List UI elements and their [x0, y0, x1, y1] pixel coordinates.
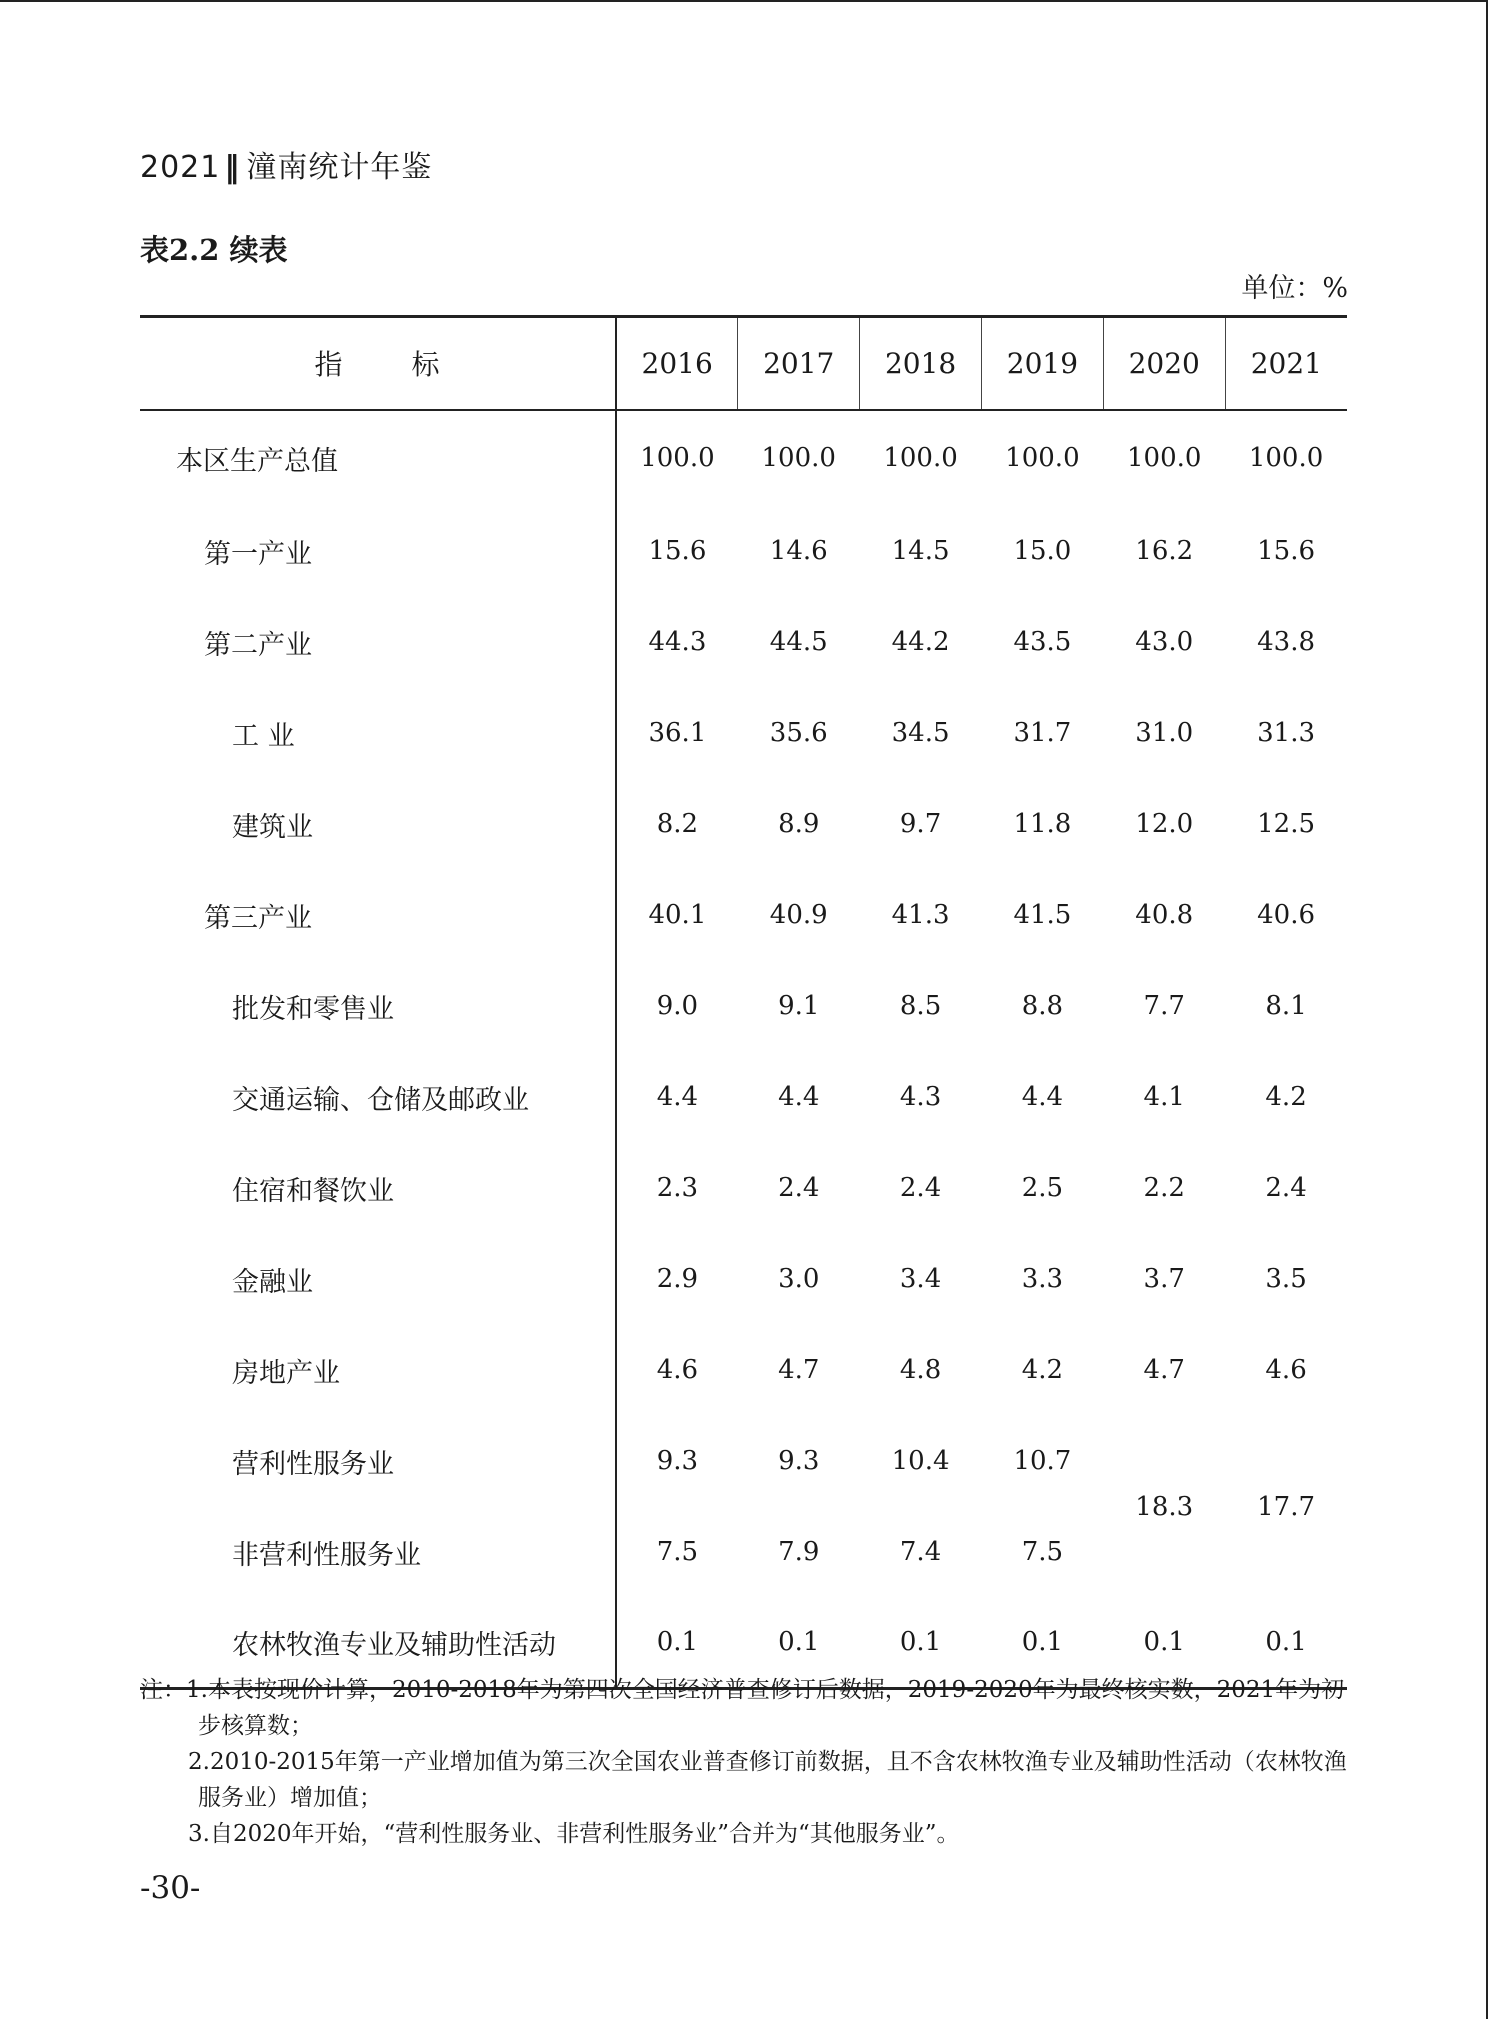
value-cell: 31.0: [1135, 718, 1194, 748]
indicator-column-header: 指 标: [140, 317, 616, 410]
value-cell: 15.0: [1013, 536, 1072, 566]
value-cell: 100.0: [1248, 443, 1324, 473]
table-header-row: [140, 317, 1347, 410]
value-cell: 8.8: [1021, 991, 1064, 1021]
value-cell: 8.2: [656, 809, 699, 839]
row-label: 营利性服务业: [140, 1416, 616, 1507]
table-row: [140, 597, 1347, 688]
row-label: 住宿和餐饮业: [140, 1143, 616, 1234]
row-label: 非营利性服务业: [140, 1507, 616, 1598]
value-cell: 7.9: [778, 1537, 820, 1567]
value-cell: 3.3: [1021, 1264, 1064, 1294]
table-row: [140, 1416, 1347, 1507]
value-cell: 100.0: [640, 443, 715, 473]
value-cell: 9.3: [656, 1446, 699, 1476]
value-cell: 2.4: [899, 1173, 942, 1203]
value-cell: 100.0: [883, 443, 958, 473]
value-cell: 16.2: [1135, 536, 1194, 566]
row-label: 第三产业: [140, 870, 616, 961]
value-cell: 4.1: [1143, 1082, 1185, 1112]
value-cell: 4.6: [1265, 1355, 1307, 1385]
value-cell: 9.3: [778, 1446, 820, 1476]
value-cell: 4.2: [1265, 1082, 1307, 1112]
value-cell: 41.3: [891, 900, 950, 930]
value-cell: 0.1: [738, 1598, 860, 1689]
table-row: [140, 506, 1347, 597]
row-label: 农林牧渔专业及辅助性活动: [140, 1598, 616, 1689]
value-cell: 3.0: [778, 1264, 820, 1294]
value-cell: 44.2: [891, 627, 950, 657]
gdp-structure-table: [140, 315, 1347, 1690]
value-cell: 40.6: [1257, 900, 1316, 930]
value-cell: 41.5: [1013, 900, 1072, 930]
row-label: 工 业: [140, 688, 616, 779]
value-cell: 4.4: [656, 1082, 699, 1112]
value-cell: 4.4: [778, 1082, 820, 1112]
value-cell: 3.7: [1143, 1264, 1185, 1294]
value-cell: 100.0: [761, 443, 836, 473]
value-cell: 0.1: [981, 1598, 1103, 1689]
table-row: [140, 410, 1347, 506]
table-row: [140, 961, 1347, 1052]
value-cell: 0.1: [1225, 1598, 1347, 1689]
table-row: [140, 1325, 1347, 1416]
page-number: -30-: [140, 1870, 201, 1906]
value-cell: 3.4: [899, 1264, 942, 1294]
statistics-table-container: [140, 315, 1347, 1690]
value-cell: 2.5: [1021, 1173, 1064, 1203]
value-cell: 43.5: [1013, 627, 1072, 657]
value-cell: 9.0: [656, 991, 699, 1021]
note-2: 2.2010-2015年第一产业增加值为第三次全国农业普查修订前数据，且不含农林牧渔专业及辅助性活动（农林牧渔服务业）增加值；: [188, 1749, 1347, 1811]
unit-label: 单位：%: [1241, 273, 1348, 304]
value-cell: 0.1: [1103, 1598, 1225, 1689]
value-cell: 15.6: [1257, 536, 1316, 566]
value-cell: 9.1: [778, 991, 820, 1021]
value-cell: 14.6: [769, 536, 828, 566]
value-cell: 4.7: [1143, 1355, 1185, 1385]
table-row: [140, 1234, 1347, 1325]
value-cell: 11.8: [1013, 809, 1072, 839]
value-cell: 4.7: [778, 1355, 820, 1385]
table-row: [140, 870, 1347, 961]
value-cell: 7.5: [1021, 1537, 1064, 1567]
year-header: 2021: [1225, 317, 1347, 410]
value-cell: 40.9: [769, 900, 828, 930]
value-cell: 35.6: [769, 718, 828, 748]
value-cell: 8.5: [899, 991, 942, 1021]
value-cell: 4.8: [899, 1355, 942, 1385]
value-cell: 2.3: [656, 1173, 699, 1203]
yearbook-title: 潼南统计年鉴: [246, 150, 433, 185]
value-cell: 4.2: [1021, 1355, 1064, 1385]
value-cell: 8.1: [1265, 991, 1307, 1021]
value-cell: 7.4: [899, 1537, 942, 1567]
table-row: [140, 779, 1347, 870]
value-cell: 43.0: [1135, 627, 1194, 657]
value-cell: 40.1: [648, 900, 707, 930]
value-cell: 10.7: [1013, 1446, 1072, 1476]
value-cell: 10.4: [891, 1446, 950, 1476]
value-cell: 40.8: [1135, 900, 1194, 930]
value-cell: 44.5: [769, 627, 828, 657]
value-cell: 7.5: [656, 1537, 699, 1567]
value-cell: 4.4: [1021, 1082, 1064, 1112]
year-header: 2020: [1103, 317, 1225, 410]
value-cell: 0.1: [860, 1598, 982, 1689]
value-cell: 12.5: [1257, 809, 1316, 839]
value-cell: 2.4: [1265, 1173, 1307, 1203]
page-border-top: [0, 0, 1488, 2]
merged-other-services-2021: 17.7: [1257, 1491, 1316, 1522]
table-notes: [140, 1672, 1355, 1852]
value-cell: 7.7: [1143, 991, 1185, 1021]
year-header: 2017: [738, 317, 860, 410]
value-cell: 100.0: [1127, 443, 1202, 473]
value-cell: 12.0: [1135, 809, 1194, 839]
value-cell: 9.7: [899, 809, 942, 839]
row-label: 房地产业: [140, 1325, 616, 1416]
value-cell: 2.9: [656, 1264, 699, 1294]
value-cell: 34.5: [891, 718, 950, 748]
value-cell: 15.6: [648, 536, 707, 566]
row-label: 第一产业: [140, 506, 616, 597]
value-cell: 4.3: [899, 1082, 942, 1112]
value-cell: 8.9: [778, 809, 820, 839]
value-cell: 43.8: [1257, 627, 1316, 657]
value-cell: 2.4: [778, 1173, 820, 1203]
value-cell: 14.5: [891, 536, 950, 566]
row-label: 第二产业: [140, 597, 616, 688]
value-cell: 4.6: [656, 1355, 699, 1385]
table-row: [140, 688, 1347, 779]
value-cell: 31.3: [1257, 718, 1316, 748]
year-header: 2018: [860, 317, 982, 410]
row-label: 交通运输、仓储及邮政业: [140, 1052, 616, 1143]
header-separator: ‖: [224, 150, 241, 185]
year-header: 2016: [616, 317, 738, 410]
table-title: 表2.2 续表: [140, 233, 288, 267]
value-cell: 2.2: [1143, 1173, 1185, 1203]
running-head: [140, 142, 432, 186]
value-cell: 0.1: [616, 1598, 738, 1689]
value-cell: 3.5: [1265, 1264, 1307, 1294]
value-cell: 44.3: [648, 627, 707, 657]
table-row: [140, 1052, 1347, 1143]
value-cell: 100.0: [1005, 443, 1080, 473]
note-3: 3.自2020年开始，“营利性服务业、非营利性服务业”合并为“其他服务业”。: [188, 1821, 960, 1847]
value-cell: 36.1: [648, 718, 707, 748]
merged-other-services-2020: 18.3: [1135, 1491, 1194, 1522]
yearbook-year: 2021: [140, 150, 221, 185]
row-label: 金融业: [140, 1234, 616, 1325]
table-row: [140, 1143, 1347, 1234]
row-label: 批发和零售业: [140, 961, 616, 1052]
year-header: 2019: [981, 317, 1103, 410]
note-1: 注：1.本表按现价计算，2010-2018年为第四次全国经济普查修订后数据，2019-2020年为最终核实数，2021年为初步核算数；: [140, 1677, 1345, 1739]
row-label: 建筑业: [140, 779, 616, 870]
row-label: 本区生产总值: [140, 410, 616, 506]
value-cell: 31.7: [1013, 718, 1072, 748]
